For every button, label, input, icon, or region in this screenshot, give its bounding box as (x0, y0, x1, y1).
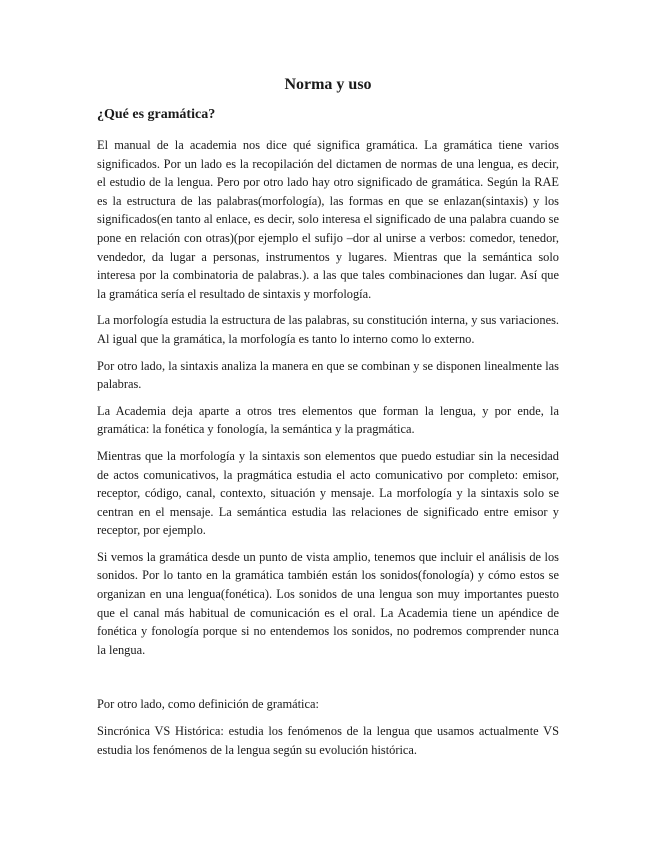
paragraph-syntax: Por otro lado, la sintaxis analiza la manera en que se combinan y se disponen linealmente las palabras. (97, 358, 559, 392)
page-title: Norma y uso (284, 76, 372, 93)
paragraph-grammar-definition: El manual de la academia nos dice qué significa gramática. La gramática tiene varios significados. Por un lado es la recopilación del dictamen de normas de una lengua, es decir, el estudio de la lengua. Pero por otro lado hay otro significado de gramática. Según la RAE es la estructura de las palabras(morfología), las formas en que se enlazan(sintaxis) y los significados(en tanto al enlace, es decir, solo interesa el significado de una palabra cuando se pone en relación con otras)(por ejemplo el sufijo –dor al unirse a verbos: comedor, tenedor, vendedor, da lugar a personas, instrumentos y lugares. Mientras que la semántica solo interesa por la combinatoria de palabras.). a las que tales combinaciones dan lugar. Así que la gramática sería el resultado de sintaxis y morfología. (97, 138, 559, 301)
paragraph-synchronic-historic: Sincrónica VS Histórica: estudia los fenómenos de la lengua que usamos actualmente VS estudia los fenómenos de la lengua según su evolución histórica. (97, 724, 559, 757)
blank-gap (97, 667, 559, 695)
section-heading: ¿Qué es gramática? (97, 107, 216, 122)
paragraph-morphology: La morfología estudia la estructura de las palabras, su constitución interna, y sus variaciones. Al igual que la gramática, la morfología es tanto lo interno como lo externo. (97, 313, 559, 346)
document-body (97, 74, 559, 767)
paragraph-sounds: Si vemos la gramática desde un punto de vista amplio, tenemos que incluir el análisis de los sonidos. Por lo tanto en la gramática también están los sonidos(fonología) y cómo estos se organizan en una lengua(fonética). Los sonidos de una lengua son muy importantes puesto que el canal más habitual de comunicación es el oral. La Academia tiene un apéndice de fonética y fonología porque si no entendemos los sonidos, no podremos comprender nunca la lengua. (97, 549, 559, 657)
paragraph-definition-intro: Por otro lado, como definición de gramática: (97, 697, 319, 712)
paragraph-pragmatics: Mientras que la morfología y la sintaxis son elementos que puedo estudiar sin la necesidad de actos comunicativos, la pragmática estudia el acto comunicativo por completo: emisor, receptor, código, canal, contexto, situación y mensaje. La morfología y la sintaxis solo se centran en el mensaje. La semántica estudia las relaciones de significado entre emisor y receptor, por ejemplo. (97, 448, 559, 538)
paragraph-academy-elements: La Academia deja aparte a otros tres elementos que forman la lengua, y por ende, la gramática: la fonética y fonología, la semántica y la pragmática. (97, 403, 559, 437)
